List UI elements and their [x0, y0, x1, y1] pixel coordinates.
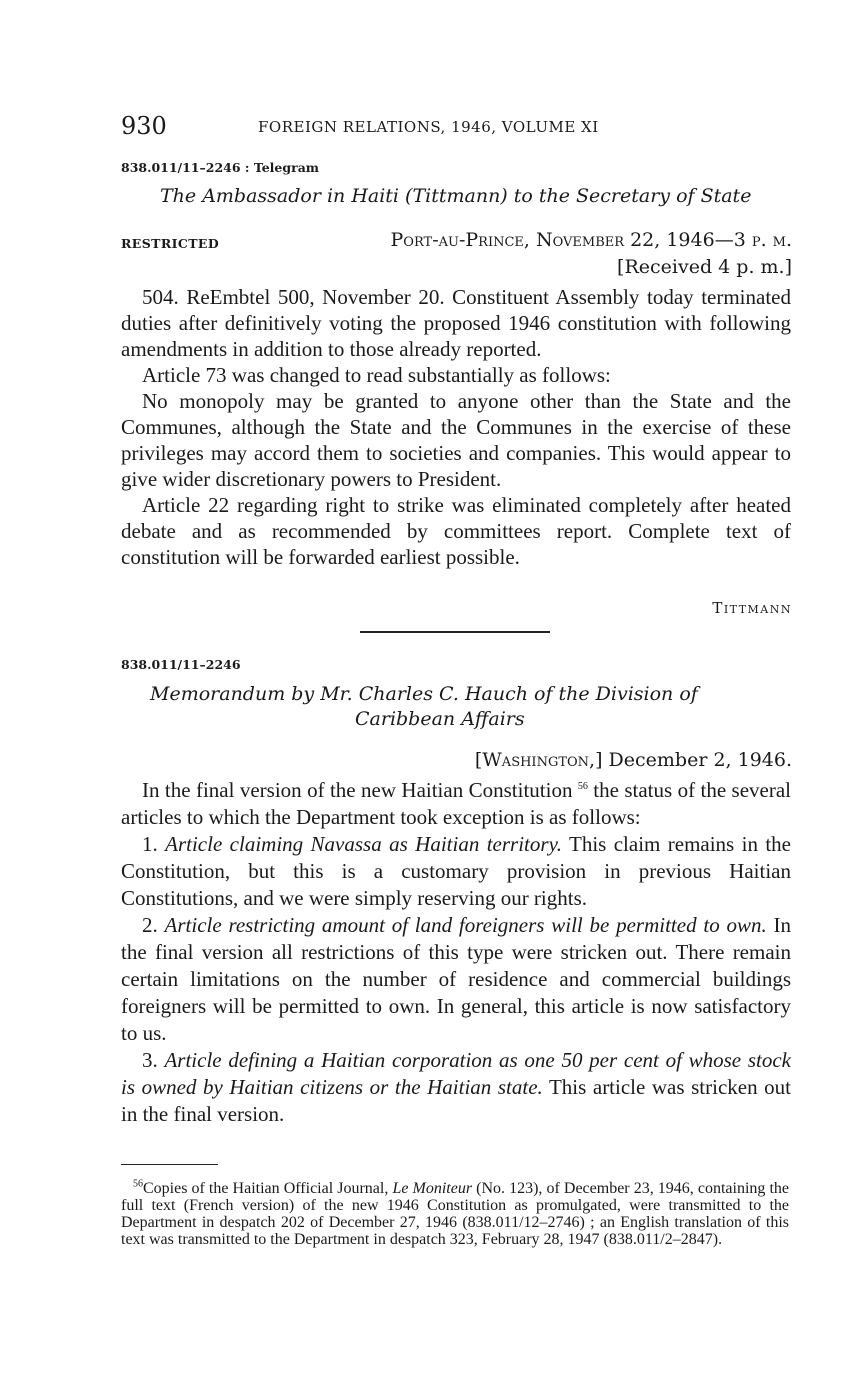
item-title: Article defining a Haitian corporation as one 50 per cent of whose stock is owned by Haitian citizens or the Haitian state.	[121, 1048, 791, 1099]
item-text: This article was stricken out in the final version.	[121, 1075, 792, 1126]
item-number: 1.	[142, 832, 158, 856]
running-title: FOREIGN RELATIONS, 1946, VOLUME XI	[258, 118, 599, 136]
item-number: 2.	[142, 913, 158, 937]
memo-file-id: 838.011/11–2246	[121, 657, 241, 672]
memo-intro-before: In the final version of the new Haitian Constitution	[142, 778, 573, 802]
footnote-journal: Le Moniteur	[392, 1180, 473, 1197]
footnote	[121, 1180, 789, 1248]
item-title: Article restricting amount of land foreigners will be permitted to own.	[164, 913, 767, 937]
telegram-file-id: 838.011/11–2246 : Telegram	[121, 160, 320, 175]
telegram-place-date: Port-au-Prince, November 22, 1946—3 p. m.	[390, 229, 792, 251]
footnote-marker: 56	[133, 1178, 143, 1190]
memo-date: December 2, 1946.	[608, 749, 792, 771]
telegram-heading: The Ambassador in Haiti (Tittmann) to the Secretary of State	[160, 185, 752, 207]
item-title: Article claiming Navassa as Haitian territory.	[165, 832, 562, 856]
telegram-body	[121, 284, 791, 570]
telegram-paragraph: Article 22 regarding right to strike was eliminated completely after heated debate and as recommended by committees report. Complete text of constitution will be forwarded earliest possible.	[121, 493, 791, 569]
memo-intro-after: the status of the several articles to which the Department took exception is as follows:	[121, 778, 792, 829]
classification-label: RESTRICTED	[121, 236, 220, 251]
item-text: This claim remains in the Constitution, but this is a customary provision in previous Haitian Constitutions, and we were simply reserving our rights.	[121, 832, 791, 910]
telegram-paragraph: 504. ReEmbtel 500, November 20. Constituent Assembly today terminated duties after definitively voting the proposed 1946 constitution with following amendments in addition to those already reported.	[121, 285, 791, 361]
telegram-paragraph: Article 73 was changed to read substantially as follows:	[142, 363, 611, 387]
section-divider	[360, 631, 550, 633]
footnote-divider	[121, 1164, 218, 1165]
footnote-reference: 56	[577, 781, 588, 792]
memo-place-date	[475, 749, 792, 771]
telegram-paragraph: No monopoly may be granted to anyone other than the State and the Communes, although the State and the Communes in the exercise of these privileges may accord them to societies and companies. This would appear to give wider discretionary powers to President.	[121, 389, 791, 491]
page-number: 930	[121, 112, 167, 140]
memo-item	[121, 831, 791, 912]
memo-heading-line1: Memorandum by Mr. Charles C. Hauch of the Division of	[150, 683, 698, 705]
memo-body	[121, 777, 791, 1128]
memo-place: [Washington,]	[474, 749, 603, 771]
footnote-text	[121, 1180, 789, 1248]
memo-item	[121, 1047, 791, 1128]
item-number: 3.	[142, 1048, 158, 1072]
footnote-before: Copies of the Haitian Official Journal,	[143, 1180, 389, 1197]
memo-intro	[121, 777, 791, 831]
memo-item	[121, 912, 791, 1047]
telegram-signature: Tittmann	[712, 599, 792, 617]
item-text: In the final version all restrictions of this type were stricken out. There remain certain limitations on the number of residence and commercial buildings foreigners will be permitted to own. In general, this article is now satisfactory to us.	[121, 913, 792, 1045]
footnote-after: (No. 123), of December 23, 1946, containing the full text (French version) of the new 1946 Constitution as promulgated, were transmitted to the Department in despatch 202 of December 27, 1946 (838.011/12–2746) ; an English translation of this text was transmitted to the Department in despatch 323, February 28, 1947 (838.011/2–2847).	[121, 1180, 790, 1248]
received-note: [Received 4 p. m.]	[617, 256, 792, 278]
memo-heading-line2: Caribbean Affairs	[355, 708, 525, 730]
